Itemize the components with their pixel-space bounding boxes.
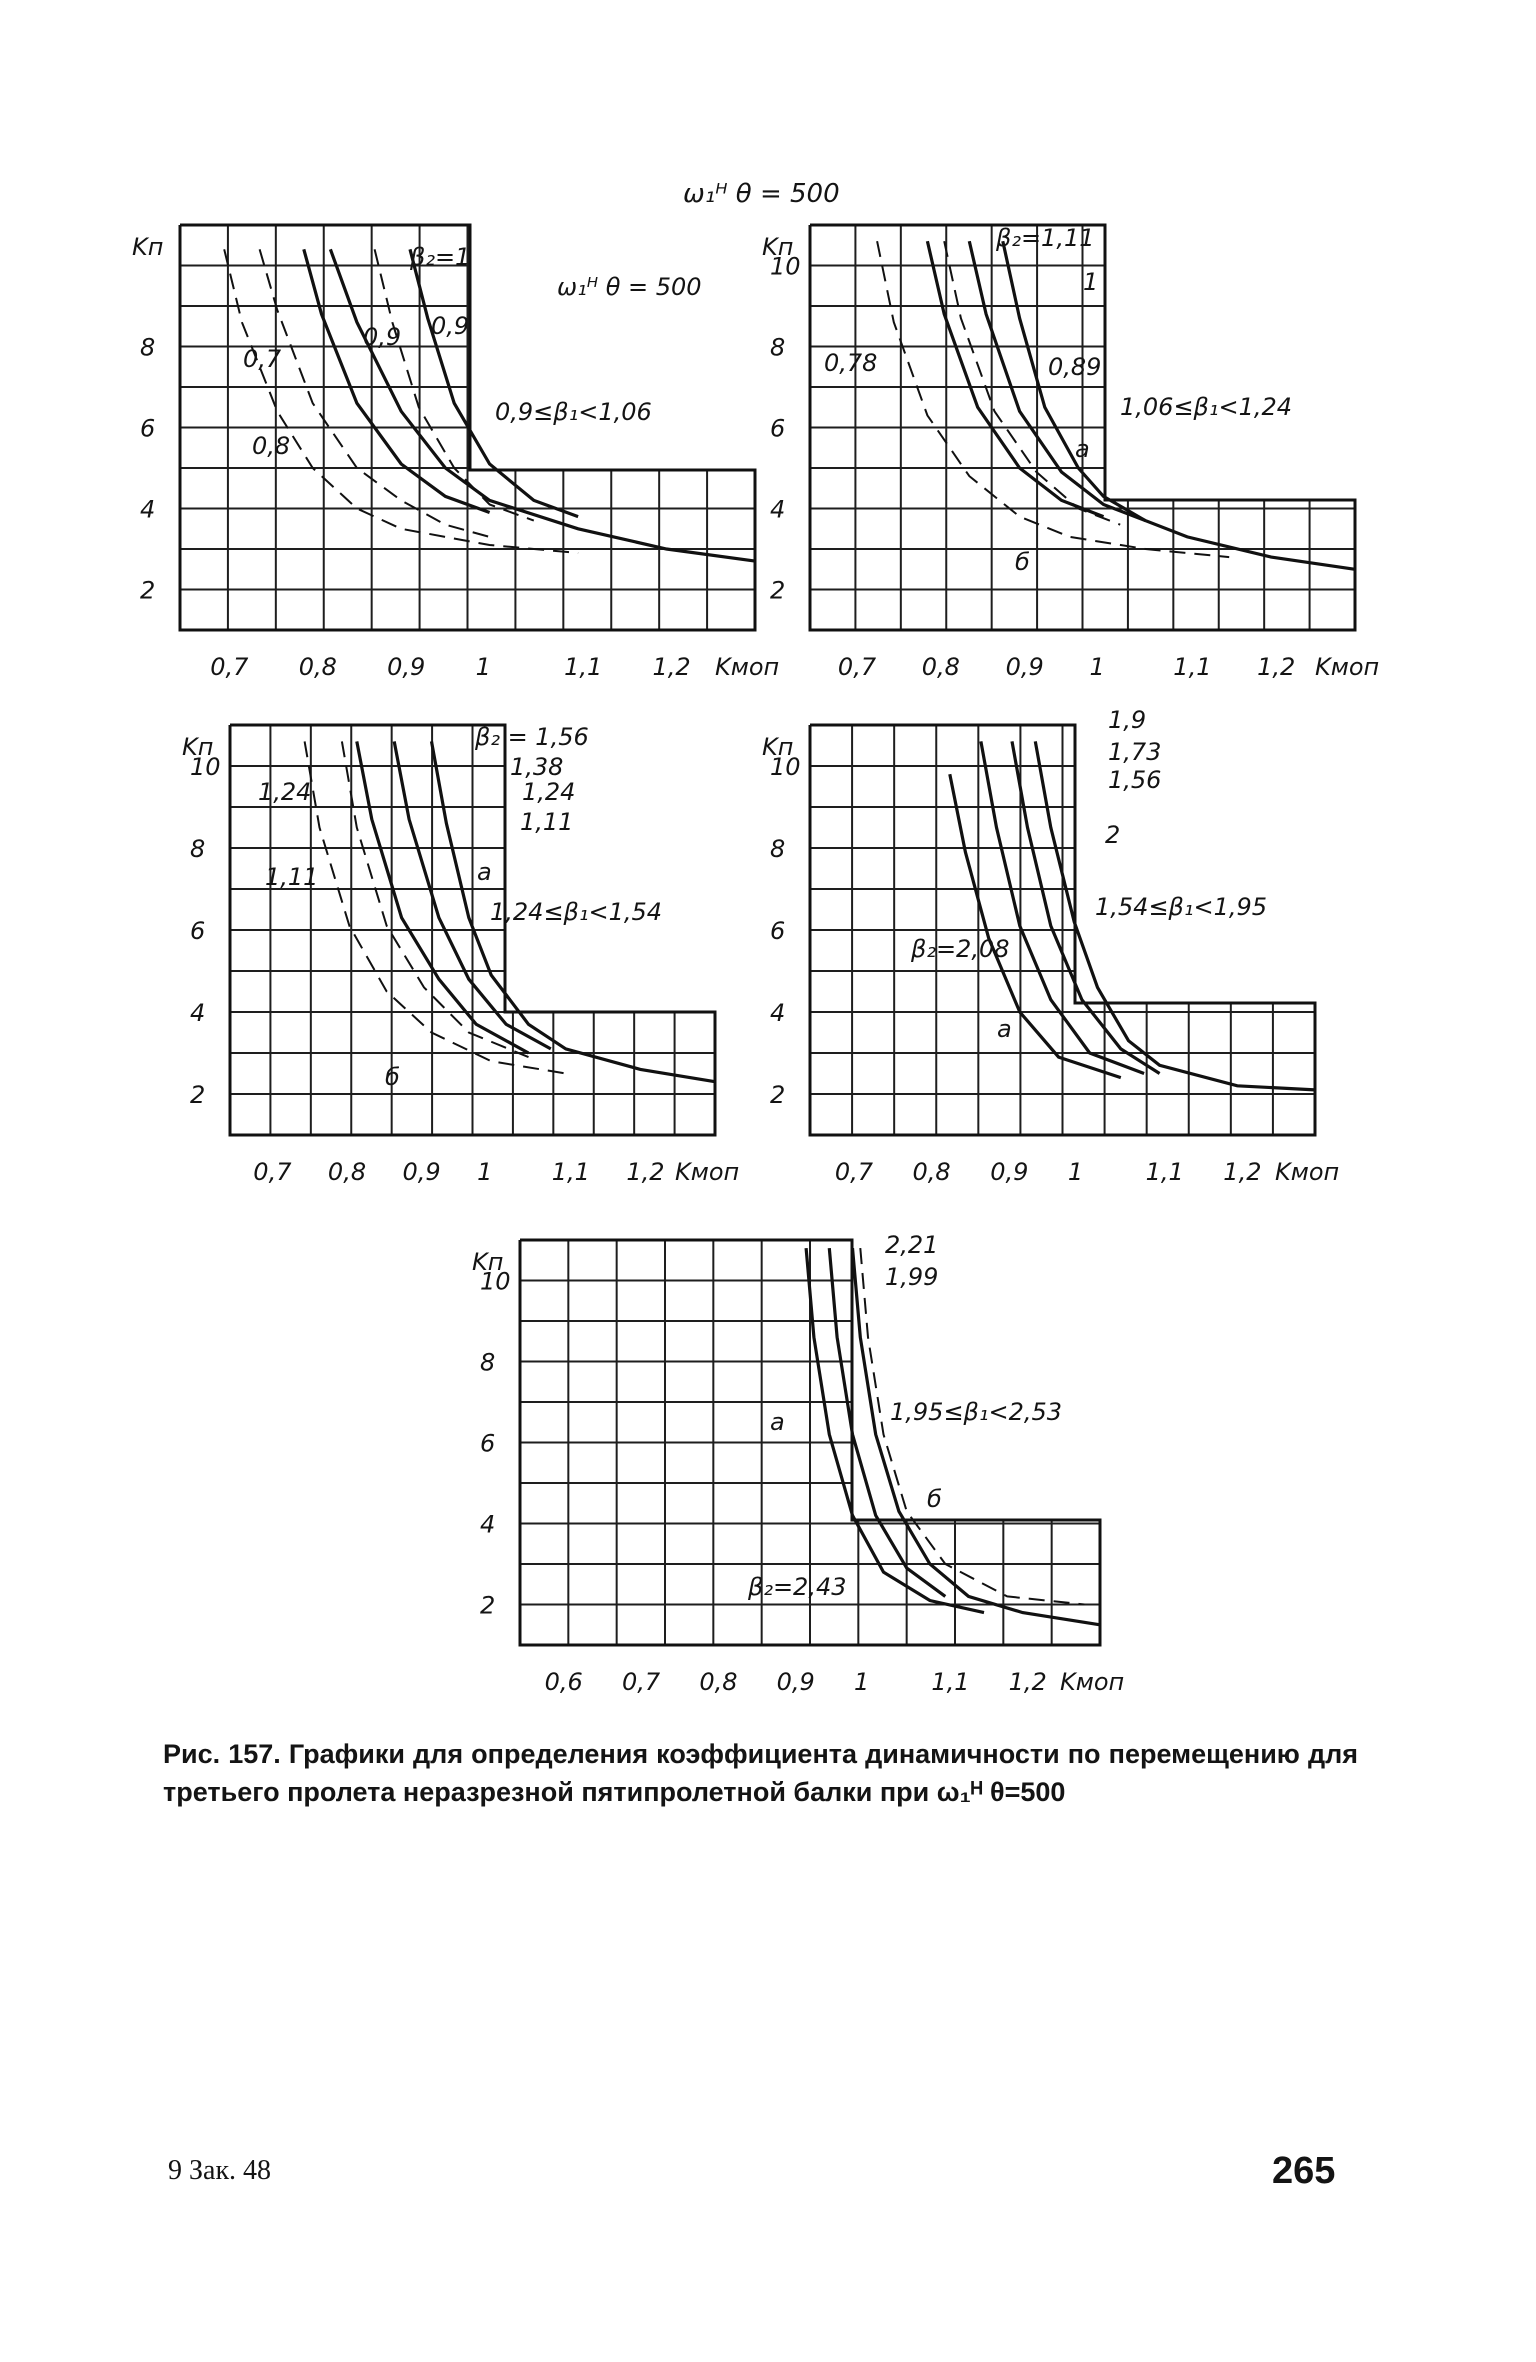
- x-tick-label: 0,7: [834, 1158, 874, 1186]
- x-tick-label: 0,8: [699, 1668, 738, 1696]
- curve-annotation: β₂=2,08: [911, 935, 1010, 963]
- curve-annotation: 2,21: [885, 1231, 939, 1259]
- curve-annotation: 1,99: [885, 1263, 939, 1291]
- curve-annotation: a: [477, 858, 492, 886]
- chart-panel-2: [762, 224, 1379, 681]
- y-tick-label: 10: [770, 753, 801, 781]
- curve-annotation: 2: [1105, 821, 1121, 849]
- x-tick-label: 1: [1089, 653, 1105, 681]
- x-tick-label: 0,7: [253, 1158, 292, 1186]
- curve-annotation: 0,78: [824, 349, 878, 377]
- beta-range-label: 1,24≤β₁<1,54: [490, 898, 663, 926]
- y-tick-label: 8: [770, 835, 786, 863]
- y-tick-label: 10: [480, 1267, 511, 1296]
- curve-annotation: 1,11: [265, 863, 319, 891]
- y-tick-label: 6: [480, 1429, 496, 1458]
- curve-annotation: 1,9: [1108, 706, 1147, 734]
- x-tick-label: 1: [1067, 1158, 1084, 1186]
- curve-annotation: б: [927, 1485, 942, 1513]
- chart-panel-4: [762, 706, 1339, 1186]
- curve-annotation: 1,11: [520, 808, 574, 836]
- x-axis-label: Kмоп: [1275, 1158, 1340, 1186]
- x-tick-label: 0,8: [298, 653, 337, 681]
- y-tick-label: 6: [190, 917, 206, 945]
- x-tick-label: 0,9: [990, 1158, 1029, 1186]
- curve-annotation: 1,24: [522, 778, 576, 806]
- curve-annotation: 0,7: [243, 345, 282, 373]
- y-axis-label: Kп: [182, 733, 214, 761]
- beta-range-label: 0,9≤β₁<1,06: [495, 398, 652, 426]
- x-tick-label: 1,2: [1008, 1668, 1047, 1696]
- y-tick-label: 4: [140, 495, 156, 524]
- curve-annotation: β₂=1: [410, 243, 471, 271]
- series-curve-5: [260, 249, 490, 537]
- x-tick-label: 1,2: [1257, 653, 1296, 681]
- x-axis-label: Kмоп: [1060, 1668, 1125, 1696]
- x-tick-label: 1: [854, 1668, 870, 1696]
- y-tick-label: 4: [190, 999, 206, 1027]
- y-tick-label: 2: [480, 1591, 496, 1620]
- curve-annotation: 1,56: [1108, 766, 1162, 794]
- x-tick-label: 0,9: [1005, 653, 1044, 681]
- y-tick-label: 10: [770, 252, 801, 281]
- x-tick-label: 0,8: [921, 653, 960, 681]
- series-curve-1: [853, 1248, 1101, 1625]
- x-tick-label: 1,1: [564, 653, 603, 681]
- x-tick-label: 1,1: [931, 1668, 970, 1696]
- y-tick-label: 2: [770, 1081, 786, 1109]
- x-tick-label: 1,2: [652, 653, 691, 681]
- chart-panel-3: [182, 723, 739, 1186]
- curve-annotation: β₂=2,43: [748, 1573, 847, 1601]
- y-tick-label: 8: [140, 333, 156, 362]
- x-tick-label: 0,9: [387, 653, 426, 681]
- y-tick-label: 4: [770, 999, 786, 1027]
- x-tick-label: 0,6: [544, 1668, 583, 1696]
- curve-annotation: б: [385, 1063, 400, 1091]
- curve-annotation: a: [770, 1408, 785, 1436]
- x-axis-label: Kмоп: [1315, 653, 1380, 681]
- series-curve-2: [410, 249, 578, 516]
- x-tick-label: 0,8: [912, 1158, 951, 1186]
- chart-panel-1: [132, 225, 779, 681]
- x-tick-label: 1,1: [1145, 1158, 1184, 1186]
- x-tick-label: 1,2: [1223, 1158, 1262, 1186]
- y-tick-label: 2: [140, 576, 156, 605]
- curve-annotation: 0,8: [252, 432, 291, 460]
- beta-range-label: 1,95≤β₁<2,53: [890, 1398, 1063, 1426]
- y-tick-label: 10: [190, 753, 221, 781]
- y-tick-label: 4: [770, 495, 786, 524]
- curve-annotation: 1,38: [510, 753, 564, 781]
- y-axis-label: Kп: [762, 233, 794, 261]
- beta-range-label: 1,06≤β₁<1,24: [1120, 393, 1293, 421]
- x-axis-label: Kмоп: [715, 653, 780, 681]
- y-tick-label: 8: [770, 333, 786, 362]
- curve-annotation: 1,73: [1108, 738, 1162, 766]
- curve-annotation: 1,24: [258, 778, 312, 806]
- x-tick-label: 1,2: [626, 1158, 665, 1186]
- x-tick-label: 0,8: [327, 1158, 367, 1186]
- x-axis-label: Kмоп: [675, 1158, 740, 1186]
- y-tick-label: 2: [190, 1081, 206, 1109]
- x-tick-label: 0,7: [622, 1668, 661, 1696]
- y-tick-label: 6: [770, 414, 786, 443]
- curve-annotation: a: [1075, 435, 1090, 463]
- y-tick-label: 2: [770, 576, 786, 605]
- x-tick-label: 0,9: [776, 1668, 815, 1696]
- x-tick-label: 1,1: [1173, 653, 1212, 681]
- y-axis-label: Kп: [762, 733, 794, 761]
- beta-range-label: 1,54≤β₁<1,95: [1095, 893, 1268, 921]
- curve-annotation: 0,89: [1048, 353, 1102, 381]
- y-tick-label: 8: [480, 1348, 496, 1377]
- y-axis-label: Kп: [132, 233, 164, 261]
- y-tick-label: 8: [190, 835, 206, 863]
- x-tick-label: 0,9: [402, 1158, 441, 1186]
- series-curve-4: [950, 774, 1121, 1077]
- curve-annotation: 0,9: [431, 312, 470, 340]
- figure-caption: Рис. 157. Графики для определения коэффициента динамичности по перемещению для третьего пролета неразрезной пятипролетной балки при ω₁ᴴ θ=500: [163, 1739, 1358, 1807]
- curve-annotation: 1: [1083, 268, 1099, 296]
- x-tick-label: 1: [475, 653, 491, 681]
- x-tick-label: 1,1: [551, 1158, 590, 1186]
- y-axis-label: Kп: [472, 1248, 504, 1276]
- x-tick-label: 0,7: [210, 653, 249, 681]
- y-tick-label: 6: [140, 414, 156, 443]
- page-number: 265: [1272, 2150, 1336, 2192]
- chart-panel-5: [472, 1231, 1124, 1696]
- x-tick-label: 1: [477, 1158, 493, 1186]
- series-curve-4: [304, 249, 490, 512]
- y-tick-label: 4: [480, 1510, 496, 1539]
- header-label: ω₁ᴴ θ = 500: [683, 179, 840, 209]
- x-tick-label: 0,7: [837, 653, 877, 681]
- curve-annotation: б: [1015, 548, 1030, 576]
- curve-annotation: β₂=1,11: [996, 224, 1095, 252]
- y-tick-label: 6: [770, 917, 786, 945]
- footer-signature: 9 Зак. 48: [168, 2155, 272, 2186]
- curve-annotation: a: [997, 1015, 1012, 1043]
- curve-annotation: 0,9: [363, 323, 402, 351]
- omega-label: ω₁ᴴ θ = 500: [557, 273, 702, 301]
- curve-annotation: β₂ = 1,56: [475, 723, 589, 751]
